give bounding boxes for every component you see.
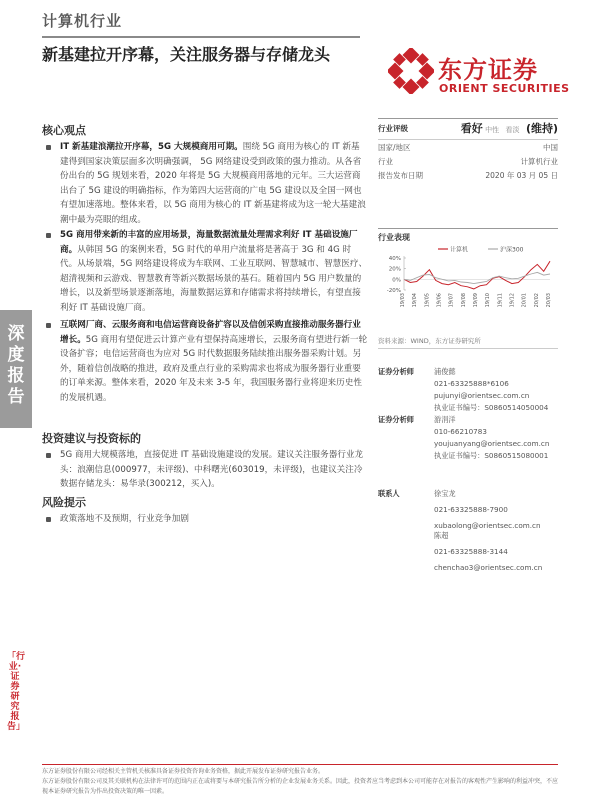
contact-phone: 021-63325888-7900 <box>434 505 508 514</box>
section-heading-risk: 风险提示 <box>42 496 86 509</box>
risk-text: 政策落地不及预期，行业竞争加剧 <box>60 514 189 524</box>
meta-value-region: 中国 <box>543 143 558 152</box>
contact-phone: 021-63325888-3144 <box>434 547 508 556</box>
core-bullet-1 <box>46 140 368 228</box>
bullet-marker <box>46 517 51 522</box>
analyst-role: 证券分析师 <box>378 367 414 376</box>
meta-key-region: 国家/地区 <box>378 143 411 152</box>
rating-box <box>378 120 558 138</box>
x-tick-label: 19/09 <box>473 293 479 308</box>
bullet-marker <box>46 323 51 328</box>
footer-divider <box>42 764 558 765</box>
contact-name: 徐宝龙 <box>434 489 456 498</box>
analyst-email[interactable]: youjuanyang@orientsec.com.cn <box>434 439 550 448</box>
analyst-2 <box>378 414 568 462</box>
bullet-marker <box>46 233 51 238</box>
meta-value-industry: 计算机行业 <box>520 157 558 166</box>
contact-name: 陈超 <box>434 531 449 540</box>
advice-text: 5G 商用大规模落地，直接促进 IT 基础设施建设的发展。建议关注服务器行业龙头：浪潮信息(000977，未评级)、中科曙光(603019，未评级)，也建议关注冷数据存储龙头：易华录(300212，买入)。 <box>60 450 364 490</box>
analyst-1 <box>378 366 568 414</box>
rating-meta <box>378 141 558 183</box>
x-tick-label: 20/02 <box>533 293 540 308</box>
section-heading-advice: 投资建议与投资标的 <box>42 432 141 445</box>
bullet-text: 5G 商用有望促进云计算产业有望保持高速增长，云服务商有望进行新一轮设备扩容；电信运营商也为应对 5G 时代数据服务陆续推出服务器采购计划。另外，随着信创战略的推进，政府及重点行业的采购需求也将成为服务器行业重要的订单来源。整体来看，2020 年及未来 3-5 年，我国服务器行业将迎来历史性的发展机遇。 <box>60 334 368 403</box>
analyst-cert: 执业证书编号：S0860514050004 <box>434 403 549 412</box>
bullet-text: 围绕 5G 商用为核心的 IT 新基建得到国家决策层面多次明确强调， 5G 网络建设受到政策的强力推动。从各省份出台的 5G 规划来看，2020 年将是 5G 大规模商用落地的元年。三大运营商出台了 5G 建设的明确指标，作为第四大运营商的广电 5G 建设以及全国一网也有望加速落地。整体来看，以 5G 商用为核心的 IT 新基建将成为这一轮大基建浪潮中最为亮眼的组成。 <box>60 142 366 225</box>
legend-label-1: 沪深300 <box>500 246 524 254</box>
side-tab-deep-report: 深度报告 <box>0 310 32 428</box>
x-tick-label: 19/11 <box>497 293 504 308</box>
x-tick-label: 20/03 <box>546 293 552 308</box>
x-tick-label: 19/05 <box>424 293 431 308</box>
report-title: 新基建拉开序幕，关注服务器与存储龙头 <box>42 45 331 64</box>
meta-key-industry: 行业 <box>378 157 393 166</box>
x-tick-label: 19/07 <box>448 293 455 308</box>
bullet-bold: IT 新基建浪潮拉开序幕，5G 大规模商用可期。 <box>60 142 243 152</box>
x-tick-label: 19/08 <box>460 293 467 308</box>
risk-bullet <box>46 512 368 527</box>
rating-label: 行业评级 <box>378 124 408 133</box>
rating-value: 看好 <box>460 122 483 135</box>
y-tick-label: 0% <box>392 277 401 284</box>
bullet-text: 从韩国 5G 的案例来看，5G 时代的单用户流量将是著高于 3G 和 4G 时代。从场景端，5G 网络建设将成为车联网、工业互联网、智慧城市、智慧医疗、超清视频和云游戏、智慧教育等新兴数据场景的基石。随着国内 5G 用户数量的增长，以及新型场景逐渐落地，海量数据运算和存储需求将持续增长，有望直接利好 IT 基础设施厂商。 <box>60 244 368 313</box>
contact-2 <box>378 530 568 574</box>
y-tick-label: 20% <box>388 266 401 273</box>
side-vertical-label: 「行业·证券研究报告」 <box>7 652 26 732</box>
x-tick-label: 19/03 <box>400 293 406 308</box>
disclaimer <box>42 767 562 797</box>
legend-label-0: 计算机 <box>450 246 469 254</box>
chart-source: 资料来源：WIND，东方证券研究所 <box>378 337 481 345</box>
y-tick-label: -20% <box>386 288 401 294</box>
rating-option-neutral: 中性 <box>485 126 500 134</box>
rating-divider <box>378 139 558 140</box>
bullet-marker <box>46 145 51 150</box>
meta-key-date: 报告发布日期 <box>378 171 423 180</box>
analyst-email[interactable]: pujunyi@orientsec.com.cn <box>434 391 530 400</box>
disclaimer-line-1: 东方证券股份有限公司经相关主管机关核准具备证券投资咨询业务资格，据此开展发布证券研究报告业务。 <box>42 768 325 775</box>
source-divider <box>378 348 558 349</box>
logo-chinese-name: 东方证券 <box>438 56 538 84</box>
x-tick-label: 19/06 <box>436 293 443 308</box>
contact-1 <box>378 488 568 532</box>
bullet-bold: 互联网厂商、云服务商和电信运营商设备扩容以及信创采购直接推动服务器行业增长。 <box>60 320 361 345</box>
orient-logo-icon <box>388 48 434 94</box>
rating-option-negative: 看淡 <box>505 126 520 134</box>
contact-role: 联系人 <box>378 489 400 498</box>
rating-top-rule <box>378 118 558 119</box>
analyst-name: 浦俊懿 <box>434 367 456 376</box>
core-bullet-3 <box>46 318 368 406</box>
logo-english-name: ORIENT SECURITIES <box>439 82 570 95</box>
contact-email[interactable]: chenchao3@orientsec.com.cn <box>434 563 543 572</box>
performance-chart <box>378 244 558 326</box>
analyst-name: 游涓洋 <box>434 415 456 424</box>
analyst-role: 证券分析师 <box>378 415 414 424</box>
core-bullet-2 <box>46 228 368 316</box>
y-tick-label: 40% <box>388 256 401 262</box>
company-logo <box>388 46 570 106</box>
analyst-phone: 021-63325888*6106 <box>434 379 509 388</box>
bullet-bold: 5G 商用带来新的丰富的应用场景，海量数据流量处理需求利好 IT 基础设施厂商。 <box>60 230 358 255</box>
x-tick-label: 19/10 <box>485 293 492 308</box>
analyst-cert: 执业证书编号：S0860515080001 <box>434 451 549 460</box>
x-tick-label: 19/04 <box>412 293 419 308</box>
contact-email[interactable]: xubaolong@orientsec.com.cn <box>434 521 541 530</box>
chart-title: 行业表现 <box>378 233 410 242</box>
header-divider <box>42 36 360 38</box>
x-tick-label: 19/12 <box>509 293 516 308</box>
bullet-marker <box>46 453 51 458</box>
industry-label: 计算机行业 <box>42 12 123 30</box>
x-tick-label: 20/01 <box>521 293 528 308</box>
chart-top-rule <box>378 228 558 229</box>
disclaimer-line-2: 东方证券股份有限公司及其关联机构在法律许可的范围内正在或将要与本研究报告所分析的企业发展业务关系。因此，投资者应当考虑到本公司可能存在对报告的客观性产生影响的利益冲突，不应视本证券研究报告为作出投资决策的唯一因素。 <box>42 778 559 795</box>
series-line-1 <box>404 272 550 283</box>
analyst-phone: 010-66210783 <box>434 427 487 436</box>
rating-change: (维持) <box>525 122 558 135</box>
section-heading-core: 核心观点 <box>42 124 86 137</box>
meta-value-date: 2020 年 03 月 05 日 <box>485 171 558 180</box>
advice-bullet <box>46 448 368 492</box>
